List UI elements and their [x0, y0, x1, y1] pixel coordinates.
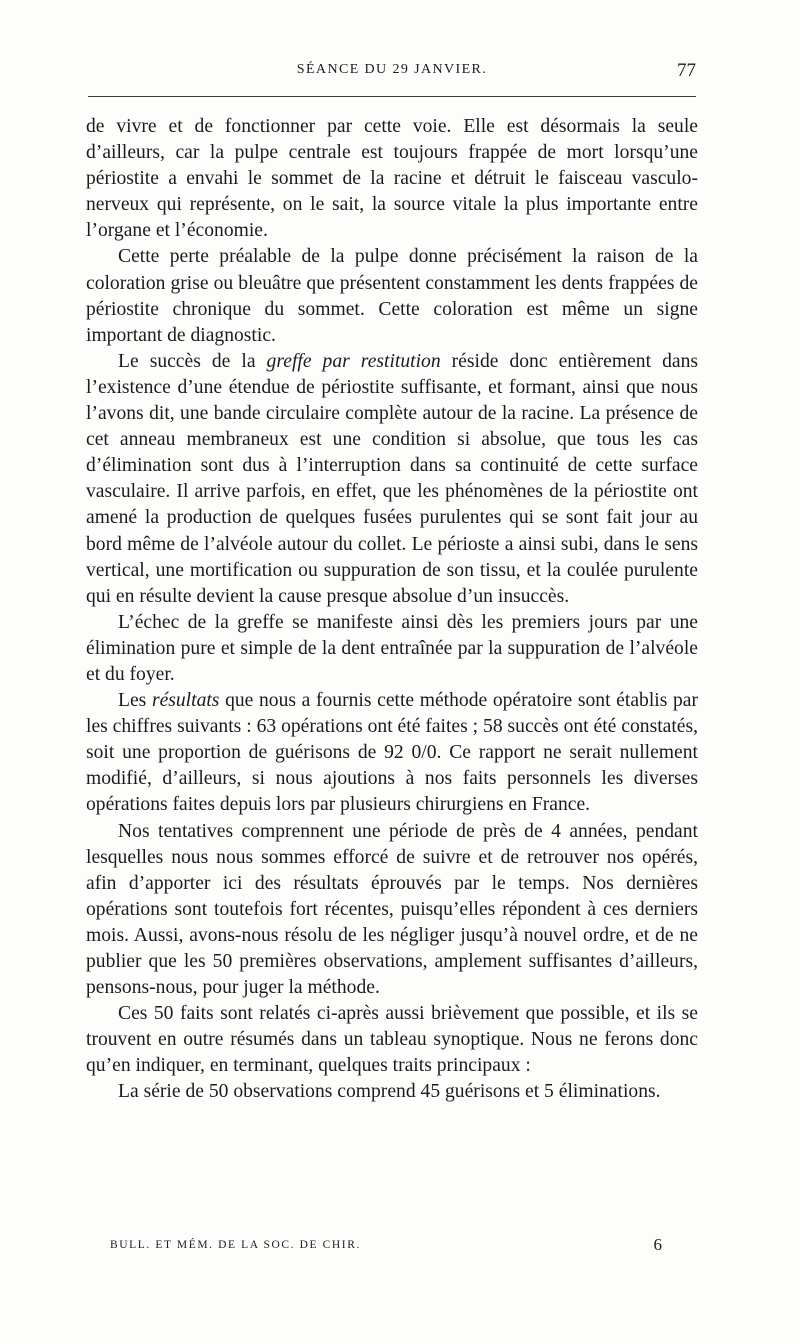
paragraph-3-lead: Le succès de la — [118, 350, 267, 372]
paragraph-1: de vivre et de fonctionner par cette voie. Elle est désormais la seule d’ailleurs, car la pulpe centrale est toujours frappée de mort lorsqu’une périostite a envahi le sommet de la racine et détruit le faisceau vasculo-nerveux qui représente, on le sait, la source vitale la plus importante entre l’organe et l’économie. — [86, 116, 698, 242]
page-footer — [110, 1235, 666, 1259]
paragraph-5-rest: que nous a fournis cette méthode opératoire sont établis par les chiffres suivants : 63 opérations ont été faites ; 58 succès ont été constatés, soit une proportion de guérisons de 92 0/0. Ce rapport ne serait nullement modifié, d’ailleurs, si nous ajoutions à nos faits personnels les diverses opérations faites depuis lors par plusieurs chirurgiens en France. — [86, 690, 698, 816]
paragraph-2: Cette perte préalable de la pulpe donne précisément la raison de la coloration grise ou bleuâtre que présentent constamment les dents frappées de périostite chronique du sommet. Cette coloration est même un signe important de diagnostic. — [86, 246, 698, 346]
paragraph-3 — [86, 349, 698, 610]
footer-source: BULL. ET MÉM. DE LA SOC. DE CHIR. — [110, 1239, 361, 1251]
page-number: 77 — [677, 60, 696, 81]
signature-mark: 6 — [653, 1235, 662, 1254]
paragraph-4: L’échec de la greffe se manifeste ainsi dès les premiers jours par une élimination pure et simple de la dent entraînée par la suppuration de l’alvéole et du foyer. — [86, 611, 698, 685]
body-text — [86, 114, 698, 1106]
paragraph-8: La série de 50 observations comprend 45 guérisons et 5 éliminations. — [118, 1081, 661, 1103]
header-rule — [88, 96, 696, 97]
paragraph-5 — [86, 688, 698, 818]
running-head — [86, 60, 698, 88]
paragraph-5-emphasis: résultats — [151, 690, 220, 712]
paragraph-5-lead: Les — [118, 690, 152, 712]
paragraph-6: Nos tentatives comprennent une période de près de 4 années, pendant lesquelles nous nous sommes efforcé de suivre et de retrouver nos opérés, afin d’apporter ici des résultats éprouvés par le temps. Nos dernières opérations sont toutefois fort récentes, puisqu’elles répondent à ces derniers mois. Aussi, avons-nous résolu de les négliger jusqu’à nouvel ordre, et de ne publier que les 50 premières observations, amplement suffisantes d’ailleurs, pensons-nous, pour juger la méthode. — [86, 820, 698, 999]
paragraph-3-emphasis: greffe par restitution — [266, 350, 441, 372]
paragraph-3-rest: réside donc entièrement dans l’existence d’une étendue de périostite suffisante, et formant, ainsi que nous l’avons dit, une bande circulaire complète autour de la racine. La présence de cet anneau membraneux est une condition si absolue, que tous les cas d’élimination sont dus à l’interruption dans sa continuité de cette surface vasculaire. Il arrive parfois, en effet, que les phénomènes de la périostite ont amené la production de quelques fusées purulentes qui se sont fait jour au bord même de l’alvéole autour du collet. Le périoste a ainsi subi, dans le sens vertical, une mortification ou suppuration de son tissu, et la coulée purulente qui en résulte devient la cause presque absolue d’un insuccès. — [86, 350, 698, 607]
running-title: SÉANCE DU 29 JANVIER. — [296, 62, 488, 77]
paragraph-7: Ces 50 faits sont relatés ci-après aussi brièvement que possible, et ils se trouvent en outre résumés dans un tableau synoptique. Nous ne ferons donc qu’en indiquer, en terminant, quelques traits principaux : — [86, 1003, 698, 1077]
